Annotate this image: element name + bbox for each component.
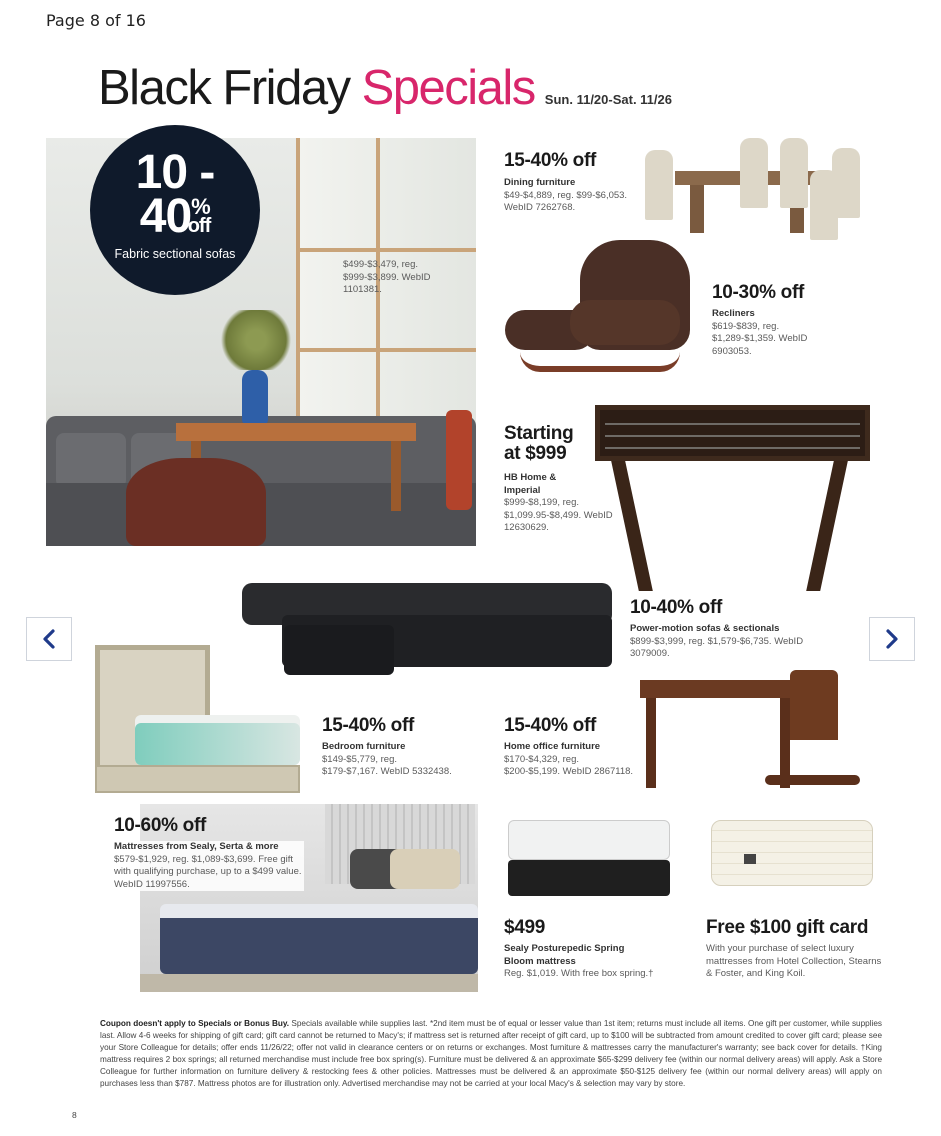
- power-motion-price: $899-$3,999, reg. $1,579-$6,735. WebID 3079009.: [630, 635, 804, 659]
- game-table-photo: [595, 395, 870, 605]
- recliners-price: $619-$839, reg. $1,289-$1,359. WebID 6903053.: [712, 320, 808, 357]
- bedroom-price: $149-$5,779, reg. $179-$7,167. WebID 5332438.: [322, 753, 452, 777]
- recliners-copy: [712, 308, 832, 358]
- badge-number: 40: [139, 190, 192, 243]
- dining-set-photo: [640, 138, 870, 248]
- gift-card-text: With your purchase of select luxury mattresses from Hotel Collection, Stearns & Foster, and King Koil.: [706, 943, 882, 979]
- hero-price-text: $499-$3,479, reg. $999-$3,899. WebID 1101381.: [343, 259, 431, 295]
- mattresses-name: Mattresses from Sealy, Serta & more: [114, 841, 279, 852]
- hb-home-price: $999-$8,199, reg. $1,099.95-$8,499. WebID 12630629.: [504, 497, 613, 533]
- bedroom-name: Bedroom furniture: [322, 741, 406, 752]
- printed-page-number: 8: [72, 1110, 77, 1120]
- power-motion-copy: [630, 623, 810, 661]
- dining-deal: 15-40% off: [504, 150, 597, 171]
- badge-label: Fabric sectional sofas: [114, 247, 236, 261]
- recliner-photo: [500, 240, 710, 400]
- dining-price: $49-$4,889, reg. $99-$6,053. WebID 7262768.: [504, 189, 628, 213]
- badge-off: off: [187, 215, 211, 237]
- sealy-price: Reg. $1,019. With free box spring.†: [504, 968, 654, 979]
- home-office-deal: 15-40% off: [504, 715, 597, 736]
- dining-name: Dining furniture: [504, 177, 576, 188]
- home-office-name: Home office furniture: [504, 741, 601, 752]
- fine-print: [100, 1018, 882, 1089]
- badge-percent: %: [191, 194, 210, 219]
- headline-pink-text: Specials: [361, 61, 535, 115]
- mattresses-price: $579-$1,929, reg. $1,089-$3,699. Free gift with qualifying purchase, up to a $499 value. WebID 11997556.: [114, 853, 302, 890]
- recliners-name: Recliners: [712, 308, 755, 319]
- sealy-name: Sealy Posturepedic Spring Bloom mattress: [504, 943, 625, 967]
- chevron-left-icon: [40, 628, 58, 650]
- sealy-copy: [504, 943, 684, 981]
- bedroom-deal: 15-40% off: [322, 715, 415, 736]
- discount-badge: [90, 125, 260, 295]
- recliners-deal: 10-30% off: [712, 282, 805, 303]
- luxury-mattress-photo: [706, 808, 878, 904]
- bedroom-copy: [322, 741, 452, 779]
- fine-print-body: Specials available while supplies last. *2nd item must be of equal or lesser value than 1st item; returns must include all items. One gift per customer, while supplies last. Allow 4-6 weeks for shipping of gift card; gift card cannot be returned to Macy's; if mattress set is returned after receipt of gift card, up to $100 will be subtracted from amount credited to cover gift card; please see your Store Colleague for details; offer ends 11/26/22; offer not valid in clearance centers or on returns or exchanges. Most furniture & mattresses carry the manufacturer's warranty; see back cover for details. †King mattress requires 2 box springs; all returned merchandise must include free box spring(s). Furniture must be delivered & an approximate $65-$299 delivery fee (within our normal delivery areas) will apply. Ask a Store Colleague for further information on furniture delivery & restocking fees & other policies. Mattresses must be delivered & an approximate $50-$125 delivery fee (within our normal delivery areas) will apply on purchases less than $787. Mattress photos are for illustration only. Advertised merchandise may not be carried at your local Macy's & selection may vary by store.: [100, 1019, 882, 1088]
- previous-page-button[interactable]: [26, 617, 72, 661]
- hb-home-name: HB Home & Imperial: [504, 472, 557, 496]
- sealy-deal: $499: [504, 917, 546, 938]
- hb-home-deal-line-2: at $999: [504, 443, 567, 464]
- headline-black-text: Black Friday: [98, 61, 350, 115]
- power-motion-deal: 10-40% off: [630, 597, 723, 618]
- fine-print-lead: Coupon doesn't apply to Specials or Bonus Buy.: [100, 1019, 290, 1028]
- sealy-mattress-photo: [503, 810, 675, 906]
- bed-photo: [95, 645, 300, 795]
- gift-card-deal: Free $100 gift card: [706, 917, 869, 938]
- home-office-price: $170-$4,329, reg. $200-$5,199. WebID 2867118.: [504, 753, 634, 777]
- chevron-right-icon: [883, 628, 901, 650]
- mattresses-copy: [114, 841, 304, 891]
- home-office-copy: [504, 741, 634, 779]
- dining-copy: [504, 177, 639, 215]
- desk-photo: [640, 670, 870, 800]
- hb-home-deal: [504, 424, 573, 464]
- power-motion-name: Power-motion sofas & sectionals: [630, 623, 780, 634]
- mattresses-deal: 10-60% off: [114, 815, 207, 836]
- hb-home-deal-line-1: Starting: [504, 423, 574, 444]
- next-page-button[interactable]: [869, 617, 915, 661]
- sale-dates: Sun. 11/20-Sat. 11/26: [544, 92, 672, 107]
- page-headline: [98, 60, 672, 116]
- badge-line-1: 10 -: [135, 146, 215, 199]
- badge-line-2: [90, 189, 260, 244]
- page-counter: Page 8 of 16: [46, 11, 146, 30]
